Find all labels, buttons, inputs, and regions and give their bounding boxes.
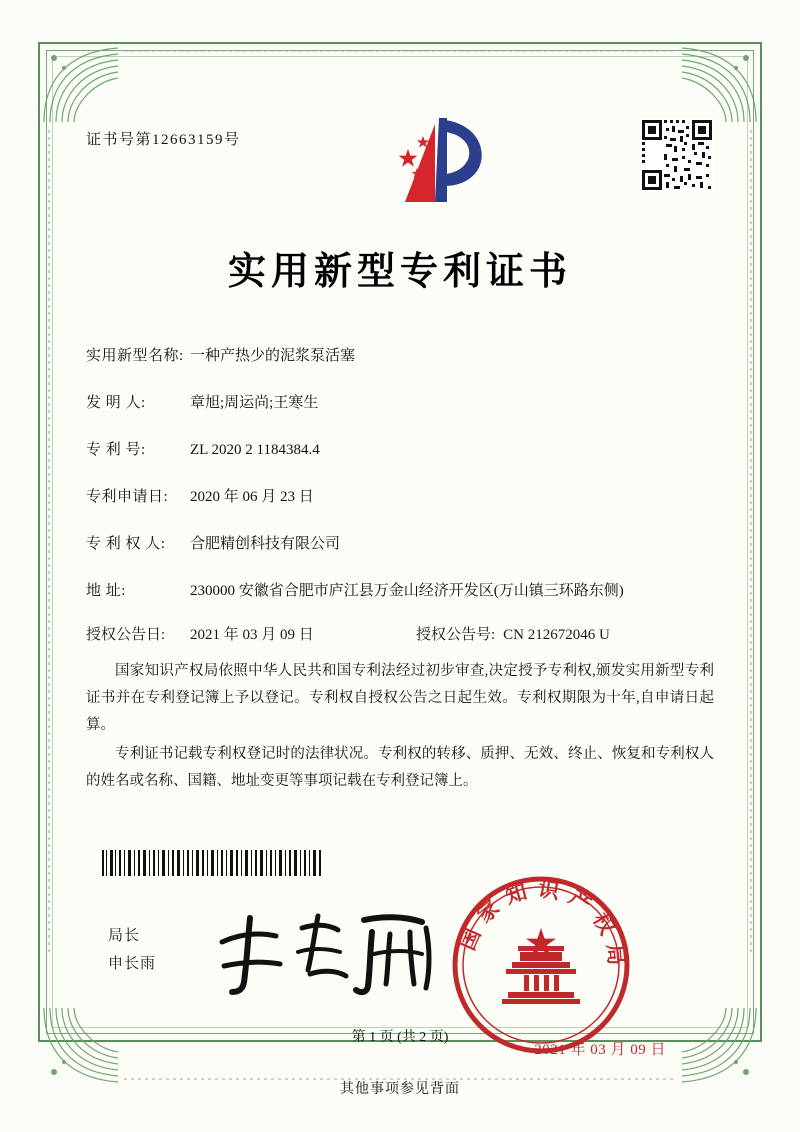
grant-number-value: CN 212672046 U: [503, 627, 610, 643]
svg-text:国家知识产权局: 国家知识产权局: [456, 877, 628, 976]
certificate-content: [86, 110, 714, 795]
legal-paragraph-1: 国家知识产权局依照中华人民共和国专利法经过初步审查,决定授予专利权,颁发实用新型专利证书并在专利登记簿上予以登记。专利权自授权公告之日起生效。专利权期限为十年,自申请日起算。: [86, 663, 714, 733]
cnipa-emblem-icon: [377, 110, 497, 210]
director-block: [108, 922, 156, 978]
field-row-grant: [86, 623, 714, 644]
field-row-inventor: [86, 388, 714, 418]
field-label: 发 明 人:: [86, 395, 146, 411]
qr-code-icon: [640, 118, 714, 192]
grant-date-label: 授权公告日:: [86, 627, 166, 643]
field-row-address: [86, 576, 714, 606]
field-row-name: [86, 341, 714, 371]
field-value: 章旭;周运尚;王寒生: [190, 395, 319, 411]
grant-number-label: 授权公告号:: [416, 627, 496, 643]
border-pattern-left: [48, 130, 50, 956]
director-title-label: 局长: [108, 928, 141, 944]
header-row: [86, 110, 714, 214]
certificate-number: 证书号第12663159号: [86, 132, 241, 148]
field-label: 地 址:: [86, 583, 126, 599]
page-number: 第 1 页 (共 2 页): [351, 1030, 449, 1045]
field-list: [86, 341, 714, 644]
field-row-application-date: [86, 482, 714, 512]
legal-paragraph-2: 专利证书记载专利权登记时的法律状况。专利权的转移、质押、无效、终止、恢复和专利权人的姓名或名称、国籍、地址变更等事项记载在专利登记簿上。: [86, 746, 714, 789]
field-row-patentee: [86, 529, 714, 559]
page-title: 实用新型专利证书: [227, 251, 572, 293]
director-name-label: 申长雨: [108, 956, 157, 972]
field-value: 230000 安徽省合肥市庐江县万金山经济开发区(万山镇三环路东侧): [190, 583, 624, 599]
barcode-icon: [102, 850, 322, 876]
field-row-patent-number: [86, 435, 714, 465]
footnote: 其他事项参见背面: [340, 1082, 460, 1097]
field-value: 一种产热少的泥浆泵活塞: [190, 348, 356, 364]
grant-number-group: [416, 623, 610, 644]
field-label: 专 利 号:: [86, 442, 146, 458]
field-label: 实用新型名称:: [86, 348, 184, 364]
field-label: 专利申请日:: [86, 489, 169, 505]
field-value: 合肥精创科技有限公司: [190, 536, 341, 552]
grant-date-value: 2021 年 03 月 09 日: [190, 627, 314, 643]
field-value: ZL 2020 2 1184384.4: [190, 442, 320, 458]
border-pattern-top: [124, 50, 676, 52]
seal-date: 2021 年 03 月 09 日: [534, 1042, 666, 1058]
border-pattern-right: [750, 130, 752, 956]
grant-date-group: [86, 623, 416, 644]
field-value: 2020 年 06 月 23 日: [190, 489, 314, 505]
field-label: 专 利 权 人:: [86, 536, 166, 552]
handwritten-signature-icon: [214, 908, 444, 1000]
